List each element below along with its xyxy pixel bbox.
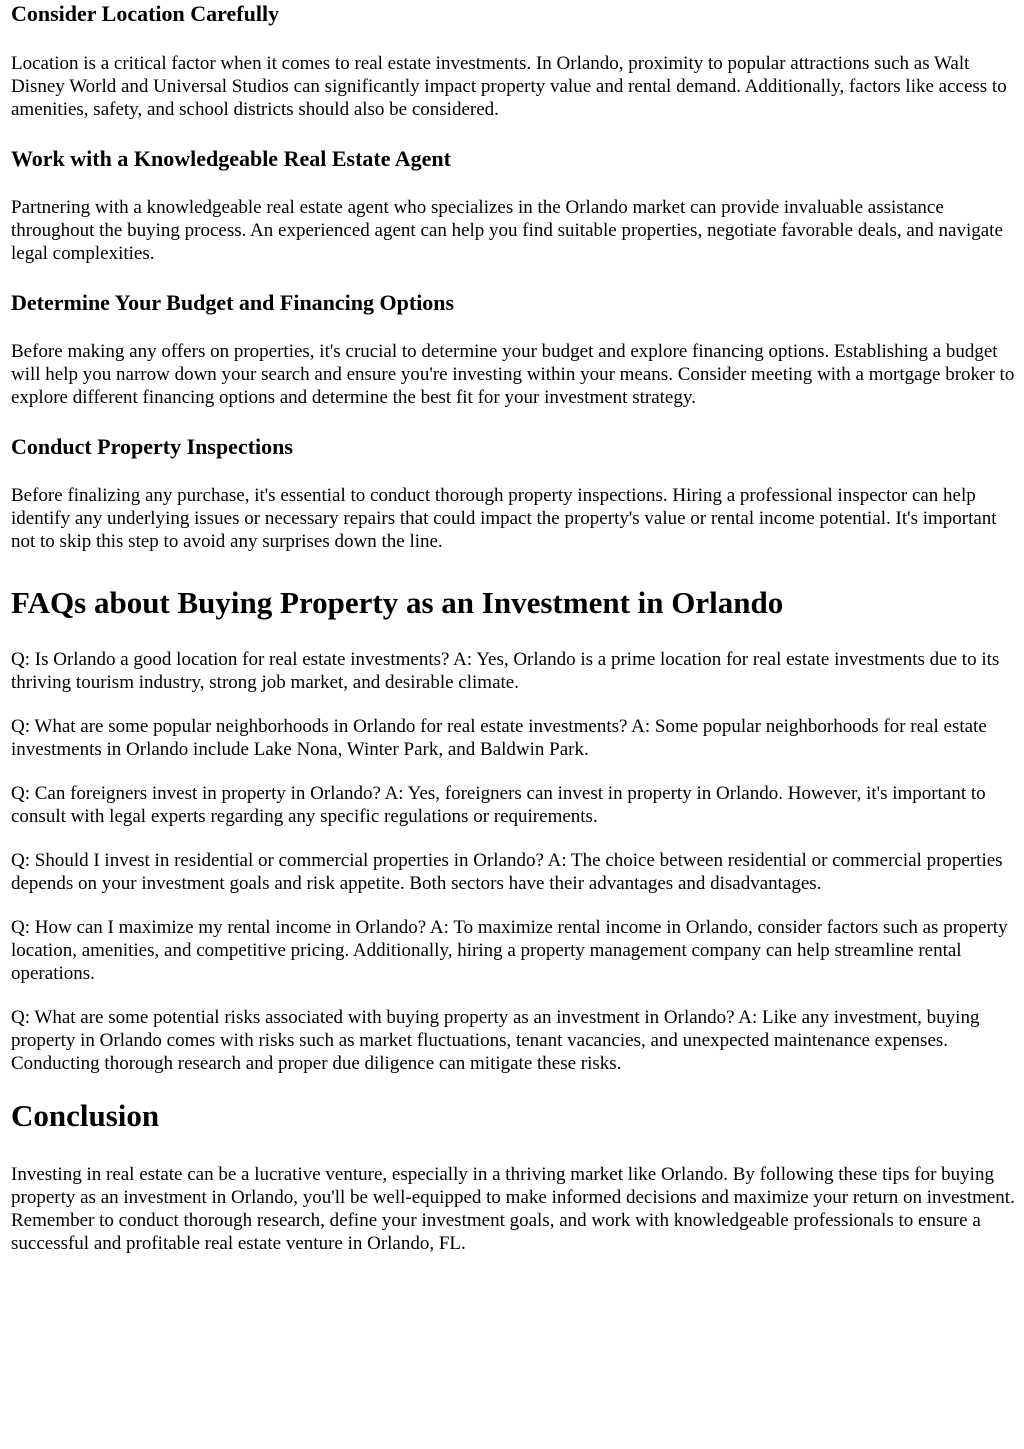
section-heading-budget: Determine Your Budget and Financing Options [11,290,455,315]
faq-item: Q: Should I invest in residential or commercial properties in Orlando? A: The choice between residential or commercial properties depends on your investment goals and risk appetite. Both sectors have their advantages and disadvantages. [11,850,1003,894]
section-paragraph-inspections: Before finalizing any purchase, it's essential to conduct thorough property inspections. Hiring a professional inspector can help identify any underlying issues or necessary repairs that could impact the property's value or rental income potential. It's important not to skip this step to avoid any surprises down the line. [11,485,997,552]
section-heading-inspections: Conduct Property Inspections [11,434,293,459]
section-paragraph-budget: Before making any offers on properties, it's crucial to determine your budget and explore financing options. Establishing a budget will help you narrow down your search and ensure you're investing within your means. Consider meeting with a mortgage broker to explore different financing options and determine the best fit for your investment strategy. [11,341,1015,408]
faq-item: Q: Is Orlando a good location for real estate investments? A: Yes, Orlando is a prime location for real estate investments due to its thriving tourism industry, strong job market, and desirable climate. [11,649,1000,693]
conclusion-paragraph: Investing in real estate can be a lucrative venture, especially in a thriving market like Orlando. By following these tips for buying property as an investment in Orlando, you'll be well-equipped to make informed decisions and maximize your return on investment. Remember to conduct thorough research, define your investment goals, and work with knowledgeable professionals to ensure a successful and profitable real estate venture in Orlando, FL. [11,1164,1015,1254]
faq-item: Q: How can I maximize my rental income in Orlando? A: To maximize rental income in Orlando, consider factors such as property location, amenities, and competitive pricing. Additionally, hiring a property management company can help streamline rental operations. [11,917,1008,984]
section-paragraph-location: Location is a critical factor when it comes to real estate investments. In Orlando, proximity to popular attractions such as Walt Disney World and Universal Studios can significantly impact property value and rental demand. Additionally, factors like access to amenities, safety, and school districts should also be considered. [11,53,1007,120]
section-heading-location: Consider Location Carefully [11,1,280,26]
faq-heading: FAQs about Buying Property as an Investment in Orlando [11,585,784,620]
faq-item: Q: What are some potential risks associated with buying property as an investment in Orlando? A: Like any investment, buying property in Orlando comes with risks such as market fluctuations, tenant vacancies, and unexpected maintenance expenses. Conducting thorough research and proper due diligence can mitigate these risks. [11,1007,980,1074]
section-heading-agent: Work with a Knowledgeable Real Estate Agent [11,146,451,171]
faq-item: Q: Can foreigners invest in property in Orlando? A: Yes, foreigners can invest in property in Orlando. However, it's important to consult with legal experts regarding any specific regulations or requirements. [11,783,986,827]
article [0,1,1024,1255]
conclusion-heading: Conclusion [11,1098,160,1133]
faq-list [11,648,1016,1075]
section-paragraph-agent: Partnering with a knowledgeable real estate agent who specializes in the Orlando market can provide invaluable assistance throughout the buying process. An experienced agent can help you find suitable properties, negotiate favorable deals, and navigate legal complexities. [11,197,1003,264]
faq-item: Q: What are some popular neighborhoods in Orlando for real estate investments? A: Some popular neighborhoods for real estate investments in Orlando include Lake Nona, Winter Park, and Baldwin Park. [11,716,987,760]
